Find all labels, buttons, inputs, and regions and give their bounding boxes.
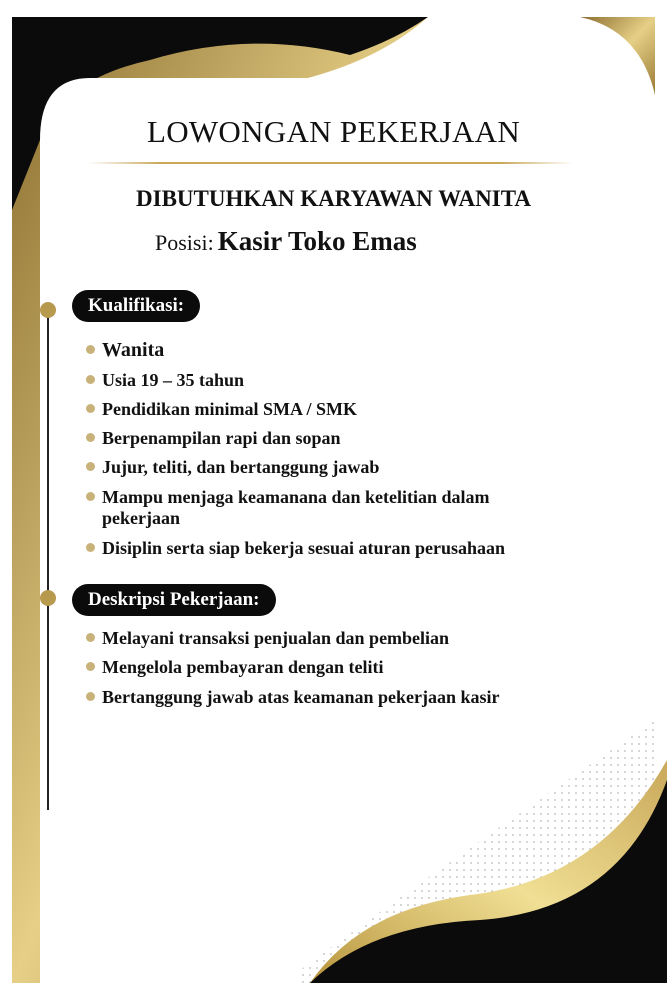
bullet-icon [86,492,95,501]
position-label: Posisi: [155,230,214,255]
list-item: Pendidikan minimal SMA / SMK [86,399,586,420]
bullet-icon [86,375,95,384]
position-value: Kasir Toko Emas [217,226,417,256]
list-item: Usia 19 – 35 tahun [86,370,586,391]
title-divider [88,162,573,164]
list-item: Mengelola pembayaran dengan teliti [86,657,586,678]
bullet-icon [86,662,95,671]
list-item: Mampu menjaga keamanana dan ketelitian dalam pekerjaan [86,487,586,529]
job-description-heading: Deskripsi Pekerjaan: [72,584,276,616]
list-item: Bertanggung jawab atas keamanan pekerjaan kasir [86,687,586,708]
poster-title: LOWONGAN PEKERJAAN [146,114,521,149]
qualifications-heading: Kualifikasi: [72,290,200,322]
bullet-icon [86,433,95,442]
bullet-icon [86,345,95,354]
timeline-line [47,310,49,810]
list-item: Melayani transaksi penjualan dan pembelian [86,628,586,649]
list-item: Jujur, teliti, dan bertanggung jawab [86,457,586,478]
bullet-icon [86,543,95,552]
list-item: Berpenampilan rapi dan sopan [86,428,586,449]
list-item: Wanita [86,340,586,361]
timeline-dot [40,302,56,318]
bullet-icon [86,462,95,471]
bullet-icon [86,633,95,642]
bullet-icon [86,404,95,413]
poster-subtitle: DIBUTUHKAN KARYAWAN WANITA [136,186,531,211]
list-item: Disiplin serta siap bekerja sesuai aturan perusahaan [86,538,586,559]
bullet-icon [86,692,95,701]
position-line [155,226,417,257]
timeline-dot [40,590,56,606]
